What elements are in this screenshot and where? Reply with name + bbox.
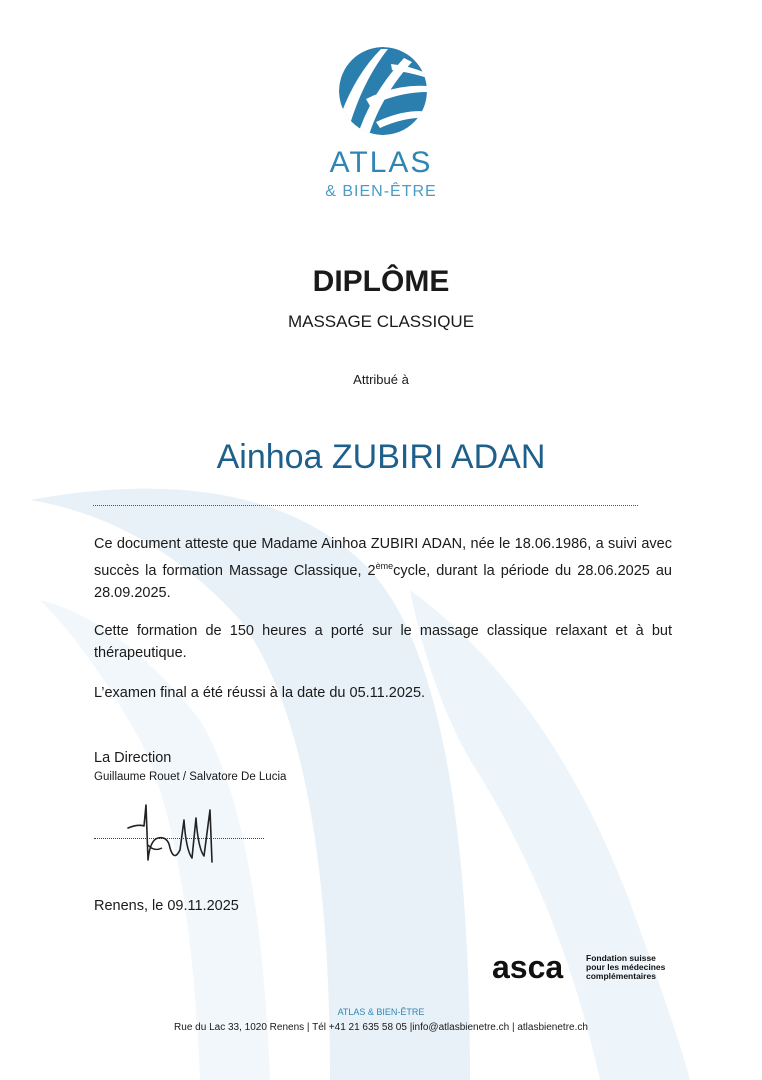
directors-names: Guillaume Rouet / Salvatore De Lucia bbox=[94, 771, 287, 783]
brand-tagline: & BIEN-ÊTRE bbox=[325, 183, 437, 200]
attributed-to-label: Attribué à bbox=[353, 372, 409, 387]
asca-line-2: pour les médecines bbox=[586, 962, 666, 972]
place-and-date: Renens, le 09.11.2025 bbox=[94, 898, 239, 914]
recipient-name: Ainhoa ZUBIRI ADAN bbox=[216, 438, 546, 476]
direction-label: La Direction bbox=[94, 750, 172, 766]
attestation-paragraph bbox=[94, 533, 672, 604]
brand-name: ATLAS bbox=[329, 146, 433, 179]
diploma-title: DIPLÔME bbox=[312, 265, 450, 298]
footer-brand: ATLAS & BIEN-ÊTRE bbox=[337, 1007, 425, 1017]
asca-logo bbox=[490, 950, 590, 986]
asca-line-1: Fondation suisse bbox=[586, 953, 656, 963]
asca-logo-text: asca bbox=[492, 950, 564, 985]
dotted-divider bbox=[93, 505, 638, 506]
asca-description bbox=[586, 954, 665, 981]
footer-contact: Rue du Lac 33, 1020 Renens | Tél +41 21 635 58 05 |info@atlasbienetre.ch | atlasbienetre.ch bbox=[174, 1022, 588, 1033]
exam-paragraph: L’examen final a été réussi à la date du 05.11.2025. bbox=[94, 685, 426, 701]
training-paragraph: Cette formation de 150 heures a porté sur le massage classique relaxant et à but thérapeutique. bbox=[94, 623, 672, 661]
handwritten-signature bbox=[118, 800, 238, 870]
diploma-subtitle: MASSAGE CLASSIQUE bbox=[287, 312, 475, 331]
attestation-text-start: Ce document atteste que Madame Ainhoa ZUBIRI ADAN, née le 18.06.1986, a suivi avec succès la formation Massage Classique, 2 bbox=[94, 536, 672, 579]
atlas-bien-etre-logo-icon bbox=[336, 44, 430, 138]
asca-line-3: complémentaires bbox=[586, 971, 656, 981]
attestation-text-end: cycle, durant la période du 28.06.2025 au 28.09.2025. bbox=[94, 562, 672, 601]
ordinal-superscript: ème bbox=[375, 561, 394, 571]
